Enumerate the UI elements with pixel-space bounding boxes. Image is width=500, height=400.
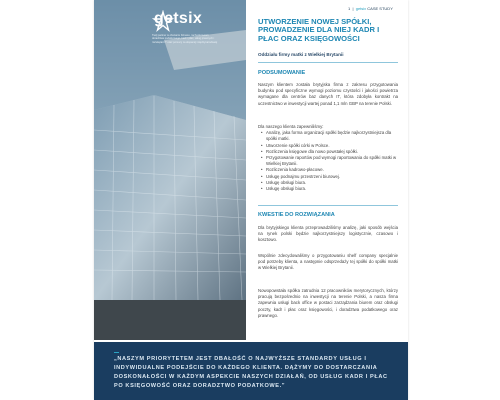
solution-paragraph: Wspólnie zdecydowaliśmy o przygotowaniu shelf company specjalnie pod potrzeby klienta, a następnie odsprzedaży tej spółki do spółki matki w Wielkiej Brytanii.: [258, 253, 398, 271]
quote-text: „NASZYM PRIORYTETEM JEST DBAŁOŚĆ O NAJWYŻSZE STANDARDY USŁUG I INDYWIDUALNE PODEJŚCIE DO KAŻDEGO KLIENTA. DĄŻYMY DO DOSTARCZANIA DOSKONAŁOŚCI W KAŻDYM ASPEKCIE NASZYCH DZIAŁAŃ, OD USŁUG KADR I PŁAC PO KSIĘGOWOŚĆ ORAZ DORADZTWO PODATKOWE.”: [114, 356, 388, 389]
list-item: • Rozliczenia księgowe dla nowo powstałej spółki.: [266, 149, 398, 155]
list-intro: Dla naszego klienta zapewniliśmy:: [258, 124, 324, 129]
logo-tagline: Twój partner w obszarze biznesu, rachunkowości, doradztwa podatkowego, kadr i płac, usług prawnych i rozwiązań IT oraz pomocy w ekspansji międzynarodowej: [152, 34, 218, 44]
list-item: • Przygotowanie raportów pod wymogi raportowania do spółki matki w Wielkiej Brytanii.: [266, 155, 398, 167]
building-illustration: [94, 0, 246, 340]
page-title: UTWORZENIE NOWEJ SPÓŁKI, PROWADZENIE DLA NIEJ KADR I PŁAC ORAZ KSIĘGOWOŚCI: [258, 17, 380, 43]
divider: [258, 205, 398, 206]
header-brand: getsix: [355, 6, 367, 11]
list-item: • Utworzenie spółki córki w Polsce.: [266, 143, 398, 149]
summary-paragraph: Naszym klientem została brytyjska firma z zakresu przygotowania budynku pod specyficzne wymogi poziomu czystości i jakości powietrza wymagane dla centrów baz danych IT, która zdobyła kontrakt na uczestnictwo w inwestycji wartej ponad 1,1 mln GBP na terenie Polski.: [258, 82, 398, 106]
list-item: • Usługę podnajmu przestrzeni biurowej.: [266, 174, 398, 180]
page-header: 1 | getsix CASE STUDY: [348, 6, 393, 11]
building-photo: [94, 0, 246, 340]
list-item: • Usługę obsługi biura.: [266, 186, 398, 192]
header-label: CASE STUDY: [367, 6, 393, 11]
quote-accent-line: [114, 352, 119, 353]
page-number: 1: [348, 6, 351, 11]
services-items: [258, 130, 398, 192]
logo-text: getsix: [154, 10, 203, 27]
case-study-page: [94, 0, 408, 400]
summary-heading: PODSUMOWANIE: [258, 70, 306, 76]
list-item: • Analizę, jaka forma organizacji spółki będzie najkorzystniejsza dla spółki matki.: [266, 130, 398, 142]
solution-paragraph: Dla brytyjskiego klienta przeprowadziliśmy analizę, jaki sposób wejścia na rynek polski będzie najkorzystniejszy logistycznie, czasowo i kosztowo.: [258, 225, 398, 243]
divider: [258, 62, 398, 63]
solution-heading: KWESTIE DO ROZWIĄZANIA: [258, 212, 335, 218]
getsix-logo: [152, 10, 202, 28]
logo-mark-icon: [152, 10, 174, 32]
services-list: [258, 124, 398, 192]
list-item: • Rozliczenia kadrowo-płacowe.: [266, 167, 398, 173]
quote-banner: [94, 342, 408, 400]
page-subtitle: Oddziału firmy matki z Wielkiej Brytanii: [258, 52, 344, 57]
solution-paragraph: Nowopowstała spółka zatrudnia 12 pracowników merytorycznych, którzy pracują bezpośrednio na inwestycji na terenie Polski, a nasza firma zapewnia usługi back office w postaci zarządzania biurem oraz obsługi poczty, kadr i płac oraz księgowości, i doradztwa podatkowego oraz prawnego.: [258, 288, 398, 318]
list-item: • Usługę obsługi biura.: [266, 180, 398, 186]
